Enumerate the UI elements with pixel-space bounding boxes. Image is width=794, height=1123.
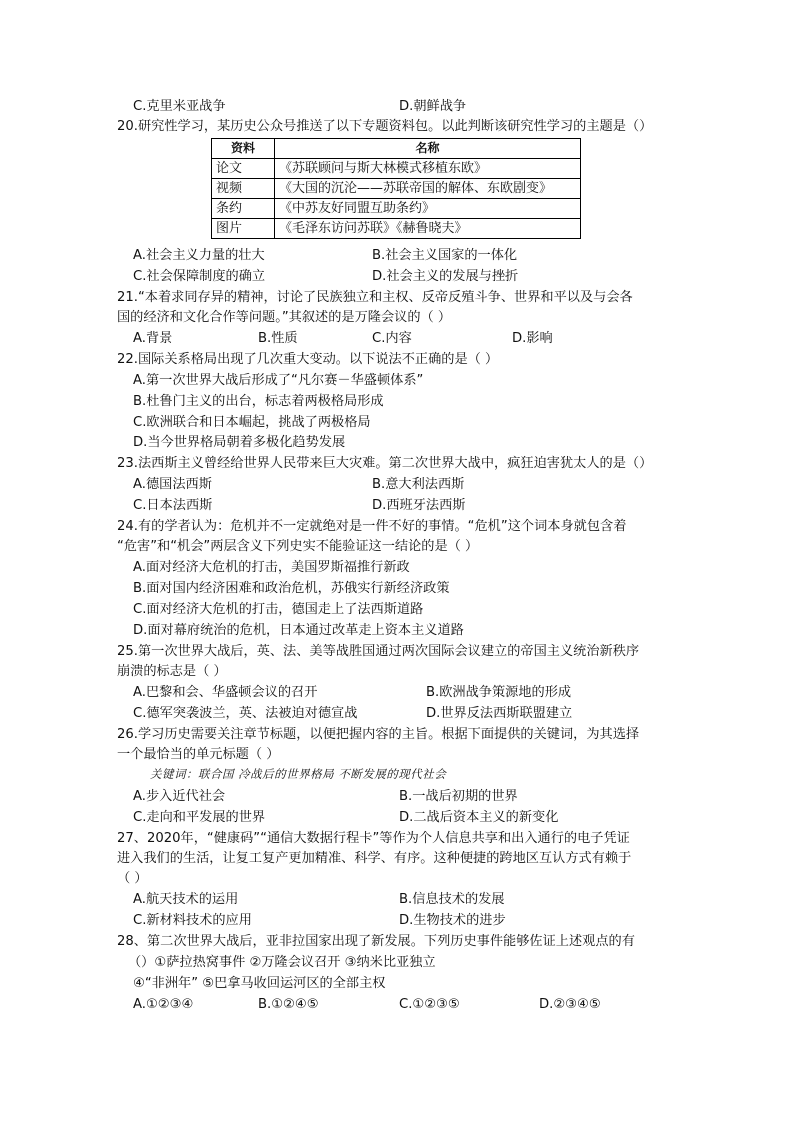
q20-stem: 20.研究性学习，某历史公众号推送了以下专题资料包。以此判断该研究性学习的主题是（）	[117, 119, 653, 134]
q26-option-c: C.走向和平发展的世界	[133, 810, 266, 825]
q28-stem-line2: （）①萨拉热窝事件 ②万隆会议召开 ③纳米比亚独立	[128, 955, 436, 970]
table-cell: 《中苏友好同盟互助条约》	[275, 199, 581, 219]
q22-option-d: D.当今世界格局朝着多极化趋势发展	[133, 435, 346, 450]
q25-option-c: C.德军突袭波兰，英、法被迫对德宣战	[133, 706, 358, 721]
q24-stem-line2: “危害”和“机会”两层含义下列史实不能验证这一结论的是（ ）	[117, 539, 479, 554]
q28-option-b: B.①②④⑤	[258, 997, 319, 1012]
q20-option-a: A.社会主义力量的壮大	[133, 248, 265, 263]
q21-stem-line2: 国的经济和文化合作等问题。”其叙述的是万隆会议的（ ）	[117, 310, 452, 325]
table-row	[212, 159, 581, 179]
q21-option-a: A.背景	[133, 331, 173, 346]
table-header-row	[212, 139, 581, 159]
q23-option-c: C.日本法西斯	[133, 498, 213, 513]
q24-stem-line1: 24.有的学者认为：危机并不一定就绝对是一件不好的事情。“危机”这个词本身就包含着	[117, 519, 627, 534]
q21-option-b: B.性质	[258, 331, 298, 346]
table-cell: 《大国的沉沦——苏联帝国的解体、东欧剧变》	[275, 179, 581, 199]
q27-option-c: C.新材料技术的应用	[133, 913, 252, 928]
table-row	[212, 179, 581, 199]
q25-option-d: D.世界反法西斯联盟建立	[426, 706, 573, 721]
q28-option-c: C.①②③⑤	[399, 997, 460, 1012]
q27-option-b: B.信息技术的发展	[399, 892, 505, 907]
table-header-cell: 资料	[212, 139, 275, 159]
table-row	[212, 199, 581, 219]
q24-option-a: A.面对经济大危机的打击，美国罗斯福推行新政	[133, 560, 410, 575]
q28-stem-line3: ④“非洲年” ⑤巴拿马收回运河区的全部主权	[133, 976, 386, 991]
q19-option-c: C.克里米亚战争	[133, 99, 226, 114]
q28-option-d: D.②③④⑤	[539, 997, 601, 1012]
q24-option-d: D.面对幕府统治的危机，日本通过改革走上资本主义道路	[133, 623, 464, 638]
q27-option-d: D.生物技术的进步	[399, 913, 506, 928]
q28-option-a: A.①②③④	[133, 997, 194, 1012]
q26-option-d: D.二战后资本主义的新变化	[399, 810, 559, 825]
q23-stem: 23.法西斯主义曾经给世界人民带来巨大灾难。第二次世界大战中，疯狂迫害犹太人的是（）	[117, 456, 653, 471]
q27-stem-line1: 27、2020年，“健康码”“通信大数据行程卡”等作为个人信息共享和出入通行的电子凭证	[117, 831, 630, 846]
q25-stem-line1: 25.第一次世界大战后，英、法、美等战胜国通过两次国际会议建立的帝国主义统治新秩序	[117, 644, 640, 659]
table-row	[212, 219, 581, 239]
q20-option-c: C.社会保障制度的确立	[133, 269, 266, 284]
q27-stem-line3: （ ）	[117, 871, 148, 886]
table-cell: 条约	[212, 199, 275, 219]
table-header-cell: 名称	[275, 139, 581, 159]
q20-resource-table	[211, 138, 581, 239]
q26-stem-line1: 26.学习历史需要关注章节标题，以便把握内容的主旨。根据下面提供的关键词，为其选择	[117, 727, 640, 742]
q21-option-c: C.内容	[372, 331, 412, 346]
q19-option-d: D.朝鲜战争	[399, 99, 467, 114]
q24-option-b: B.面对国内经济困难和政治危机，苏俄实行新经济政策	[133, 581, 450, 596]
q26-option-b: B.一战后初期的世界	[399, 789, 518, 804]
table-cell: 视频	[212, 179, 275, 199]
q26-keywords: 关键词：联合国 冷战后的世界格局 不断发展的现代社会	[150, 767, 447, 781]
q23-option-d: D.西班牙法西斯	[372, 498, 466, 513]
q20-option-b: B.社会主义国家的一体化	[372, 248, 518, 263]
q25-option-a: A.巴黎和会、华盛顿会议的召开	[133, 685, 318, 700]
q25-option-b: B.欧洲战争策源地的形成	[426, 685, 572, 700]
q27-stem-line2: 进入我们的生活，让复工复产更加精准、科学、有序。这种便捷的跨地区互认方式有赖于	[117, 851, 632, 866]
q21-option-d: D.影响	[512, 331, 553, 346]
q28-stem-line1: 28、第二次世界大战后，亚非拉国家出现了新发展。下列历史事件能够佐证上述观点的有	[117, 934, 635, 949]
q23-option-a: A.德国法西斯	[133, 477, 212, 492]
q23-option-b: B.意大利法西斯	[372, 477, 465, 492]
table-cell: 《毛泽东访问苏联》《赫鲁晓夫》	[275, 219, 581, 239]
q22-option-c: C.欧洲联合和日本崛起，挑战了两极格局	[133, 415, 371, 430]
q22-stem: 22.国际关系格局出现了几次重大变动。以下说法不正确的是（ ）	[117, 352, 499, 367]
table-cell: 图片	[212, 219, 275, 239]
q27-option-a: A.航天技术的运用	[133, 892, 239, 907]
q22-option-b: B.杜鲁门主义的出台，标志着两极格局形成	[133, 394, 384, 409]
q21-stem-line1: 21.“本着求同存异的精神，讨论了民族独立和主权、反帝反殖斗争、世界和平以及与会各	[117, 290, 633, 305]
q26-stem-line2: 一个最恰当的单元标题（ ）	[117, 747, 280, 762]
q25-stem-line2: 崩溃的标志是（ ）	[117, 664, 227, 679]
q24-option-c: C.面对经济大危机的打击，德国走上了法西斯道路	[133, 602, 424, 617]
q20-option-d: D.社会主义的发展与挫折	[372, 269, 519, 284]
q26-option-a: A.步入近代社会	[133, 789, 226, 804]
q22-option-a: A.第一次世界大战后形成了“凡尔赛－华盛顿体系”	[133, 373, 424, 388]
table-cell: 《苏联顾问与斯大林模式移植东欧》	[275, 159, 581, 179]
table-cell: 论文	[212, 159, 275, 179]
